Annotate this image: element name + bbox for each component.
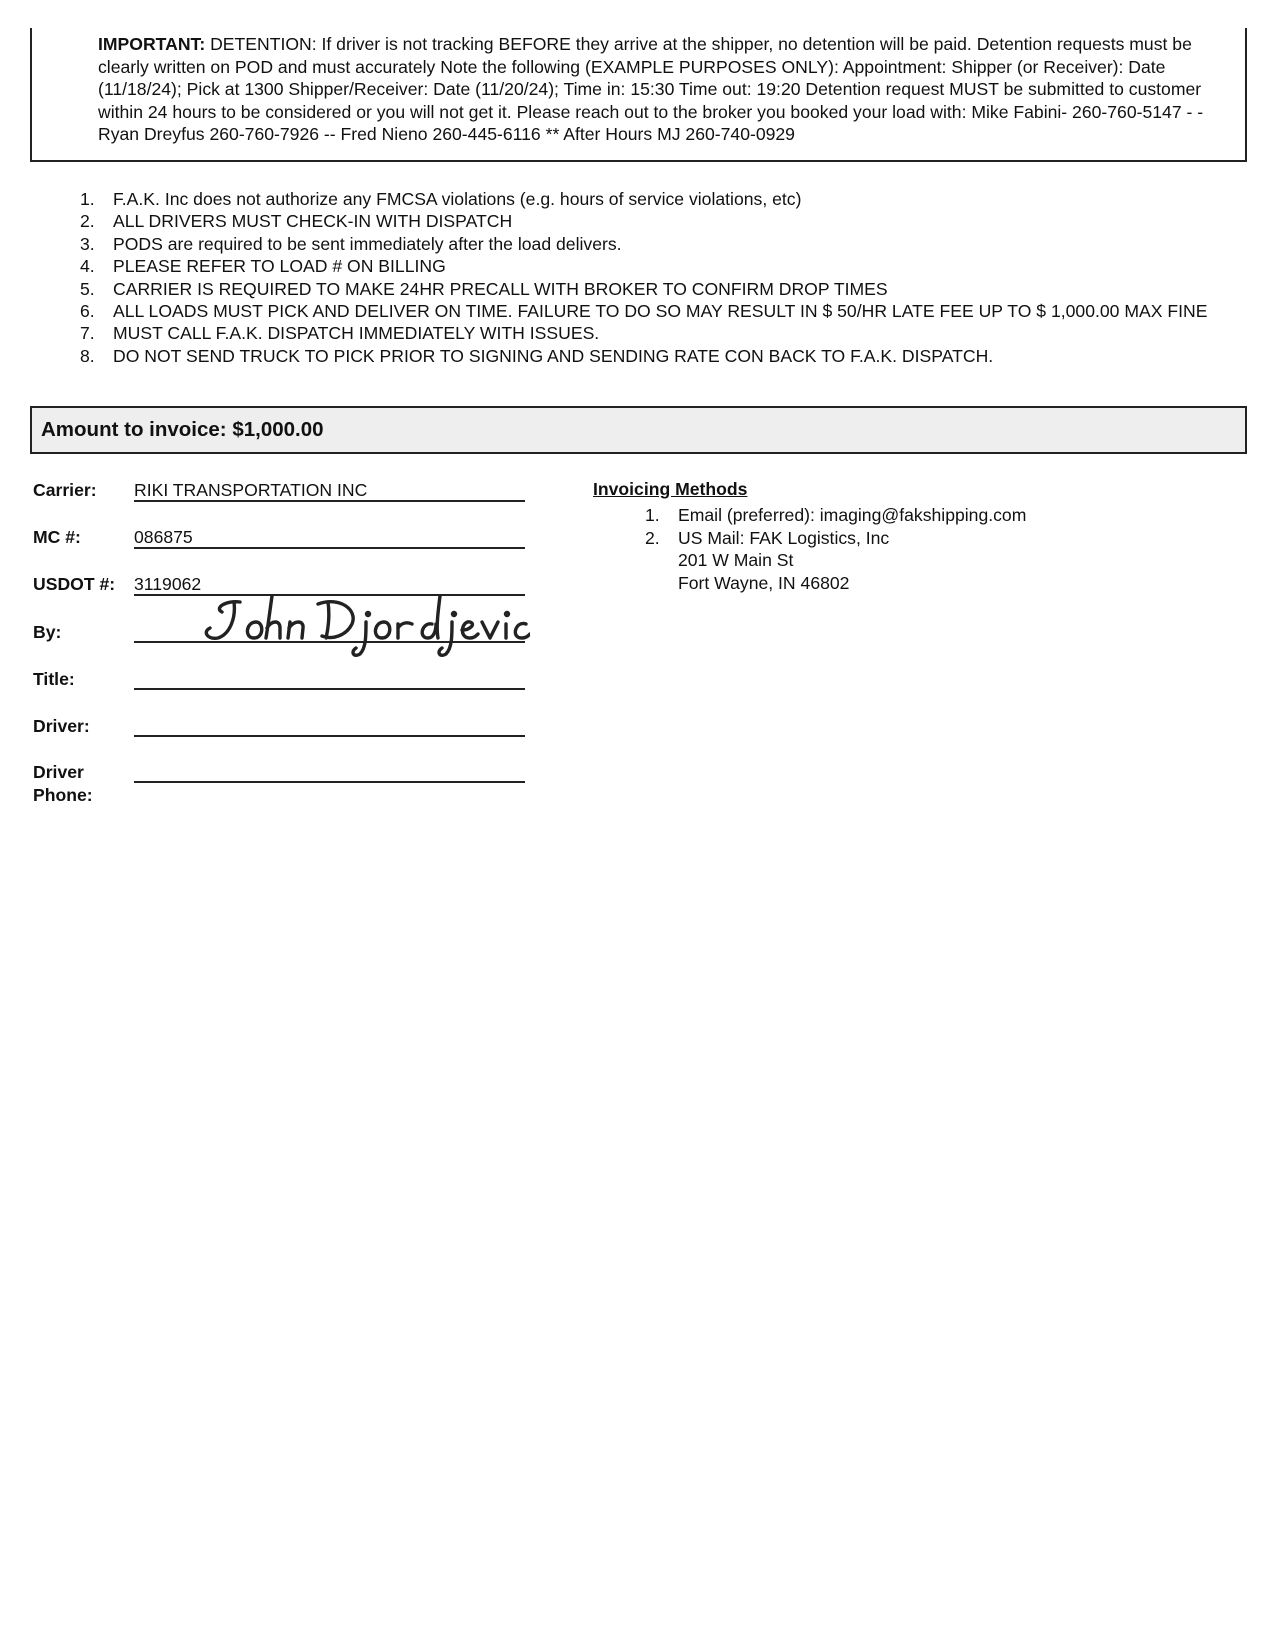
driver-phone-label-line-2: Phone:	[33, 784, 93, 805]
carrier-field-line	[134, 500, 525, 502]
invoicing-email: Email (preferred): imaging@fakshipping.com	[678, 505, 1027, 525]
rule-item	[72, 278, 1252, 300]
rule-number: 7.	[80, 323, 95, 344]
notice-body: DETENTION: If driver is not tracking BEFORE they arrive at the shipper, no detention will be paid. Detention requests must be clearly written on POD and must accurately Note the following (EXAMPLE PURPOSES ONLY): Appointment: Shipper (or Receiver): Date (11/18/24); Pick at 1300 Shipper/Receiver: Date (11/20/24); Time in: 15:30 Time out: 19:20 Detention request MUST be submitted to customer within 24 hours to be considered or you will not get it. Please reach out to the broker you booked your load with: Mike Fabini- 260-760-5147 - - Ryan Dreyfus 260-760-7926 -- Fred Nieno 260-445-6116 ** After Hours MJ 260-740-0929	[98, 34, 1204, 144]
amount-to-invoice: Amount to invoice: $1,000.00	[41, 418, 324, 441]
rule-text: DO NOT SEND TRUCK TO PICK PRIOR TO SIGNING AND SENDING RATE CON BACK TO F.A.K. DISPATCH.	[113, 345, 994, 366]
rule-text: PODS are required to be sent immediately after the load delivers.	[113, 233, 622, 254]
title-field-line	[134, 688, 525, 690]
rule-number: 5.	[80, 278, 95, 299]
rule-number: 6.	[80, 301, 95, 322]
usdot-value: 3119062	[134, 574, 202, 594]
mc-label: MC #:	[33, 527, 81, 547]
rule-item	[72, 300, 1252, 322]
invoicing-method-number: 2.	[645, 527, 660, 548]
rule-item	[72, 188, 1252, 210]
rule-text: ALL DRIVERS MUST CHECK-IN WITH DISPATCH	[113, 211, 513, 232]
rule-item	[72, 322, 1252, 344]
invoicing-mail-line-2: 201 W Main St	[678, 550, 794, 570]
rule-item	[72, 255, 1252, 277]
rule-item	[72, 233, 1252, 255]
rule-number: 4.	[80, 256, 95, 277]
mc-value: 086875	[134, 527, 193, 547]
carrier-value: RIKI TRANSPORTATION INC	[134, 480, 368, 500]
rule-item	[72, 345, 1252, 367]
amount-banner	[30, 406, 1247, 454]
rule-number: 8.	[80, 345, 95, 366]
rule-text: CARRIER IS REQUIRED TO MAKE 24HR PRECALL WITH BROKER TO CONFIRM DROP TIMES	[113, 278, 888, 299]
invoicing-mail-line-1: US Mail: FAK Logistics, Inc	[678, 527, 890, 548]
rule-text: PLEASE REFER TO LOAD # ON BILLING	[113, 256, 446, 277]
title-label: Title:	[33, 669, 75, 689]
driver-label: Driver:	[33, 716, 90, 736]
rule-number: 1.	[80, 189, 95, 209]
rule-number: 2.	[80, 211, 95, 232]
invoicing-method-item	[640, 527, 1026, 595]
rule-text: F.A.K. Inc does not authorize any FMCSA violations (e.g. hours of service violations, etc)	[113, 189, 802, 209]
signature-image	[200, 588, 530, 668]
driver-phone-label	[33, 761, 93, 806]
rule-text: ALL LOADS MUST PICK AND DELIVER ON TIME. FAILURE TO DO SO MAY RESULT IN $ 50/HR LATE FEE UP TO $ 1,000.00 MAX FINE	[113, 301, 1208, 322]
invoicing-methods-title: Invoicing Methods	[593, 479, 748, 499]
invoicing-method-number: 1.	[645, 505, 660, 525]
invoicing-mail-line-3: Fort Wayne, IN 46802	[678, 572, 850, 593]
rules-list	[72, 188, 1252, 367]
notice-label: IMPORTANT:	[98, 34, 206, 54]
rule-item	[72, 210, 1252, 232]
by-label: By:	[33, 622, 62, 642]
driver-phone-label-line-1: Driver	[33, 762, 84, 782]
invoicing-methods-list	[640, 504, 1026, 594]
carrier-label: Carrier:	[33, 480, 97, 500]
invoicing-method-item	[640, 504, 1026, 527]
rule-number: 3.	[80, 233, 95, 254]
rule-text: MUST CALL F.A.K. DISPATCH IMMEDIATELY WITH ISSUES.	[113, 323, 600, 344]
driver-phone-field-line	[134, 781, 525, 783]
usdot-label: USDOT #:	[33, 574, 116, 594]
mc-field-line	[134, 547, 525, 549]
driver-field-line	[134, 735, 525, 737]
detention-notice	[98, 33, 1223, 146]
detention-notice-box	[30, 28, 1247, 162]
